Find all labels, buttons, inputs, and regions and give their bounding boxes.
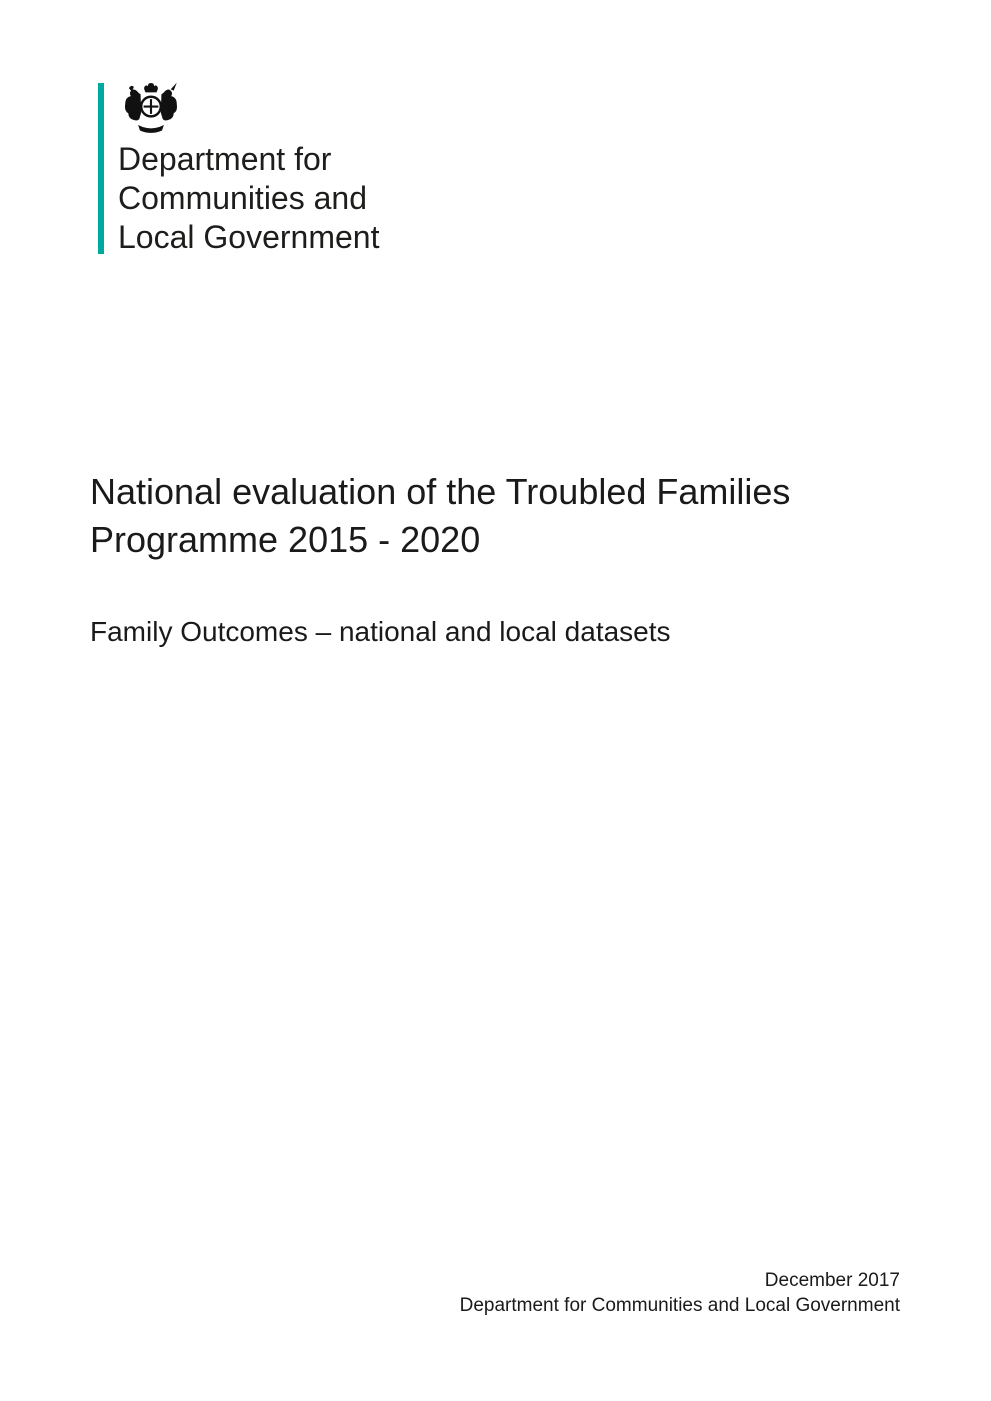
logo-wordmark <box>118 140 458 257</box>
logo-line-1: Department for <box>118 141 332 177</box>
logo-line-3: Local Government <box>118 219 380 255</box>
document-title-line-2: Programme 2015 - 2020 <box>90 519 481 560</box>
document-footer <box>460 1268 900 1318</box>
document-title <box>90 468 920 564</box>
document-subtitle: Family Outcomes – national and local datasets <box>90 616 671 647</box>
footer-date: December 2017 <box>764 1270 900 1291</box>
footer-department: Department for Communities and Local Government <box>459 1295 900 1316</box>
logo-line-2: Communities and <box>118 180 367 216</box>
logo-accent-bar <box>98 83 104 254</box>
royal-coat-of-arms-icon <box>120 82 182 136</box>
document-title-line-1: National evaluation of the Troubled Families <box>90 471 791 512</box>
